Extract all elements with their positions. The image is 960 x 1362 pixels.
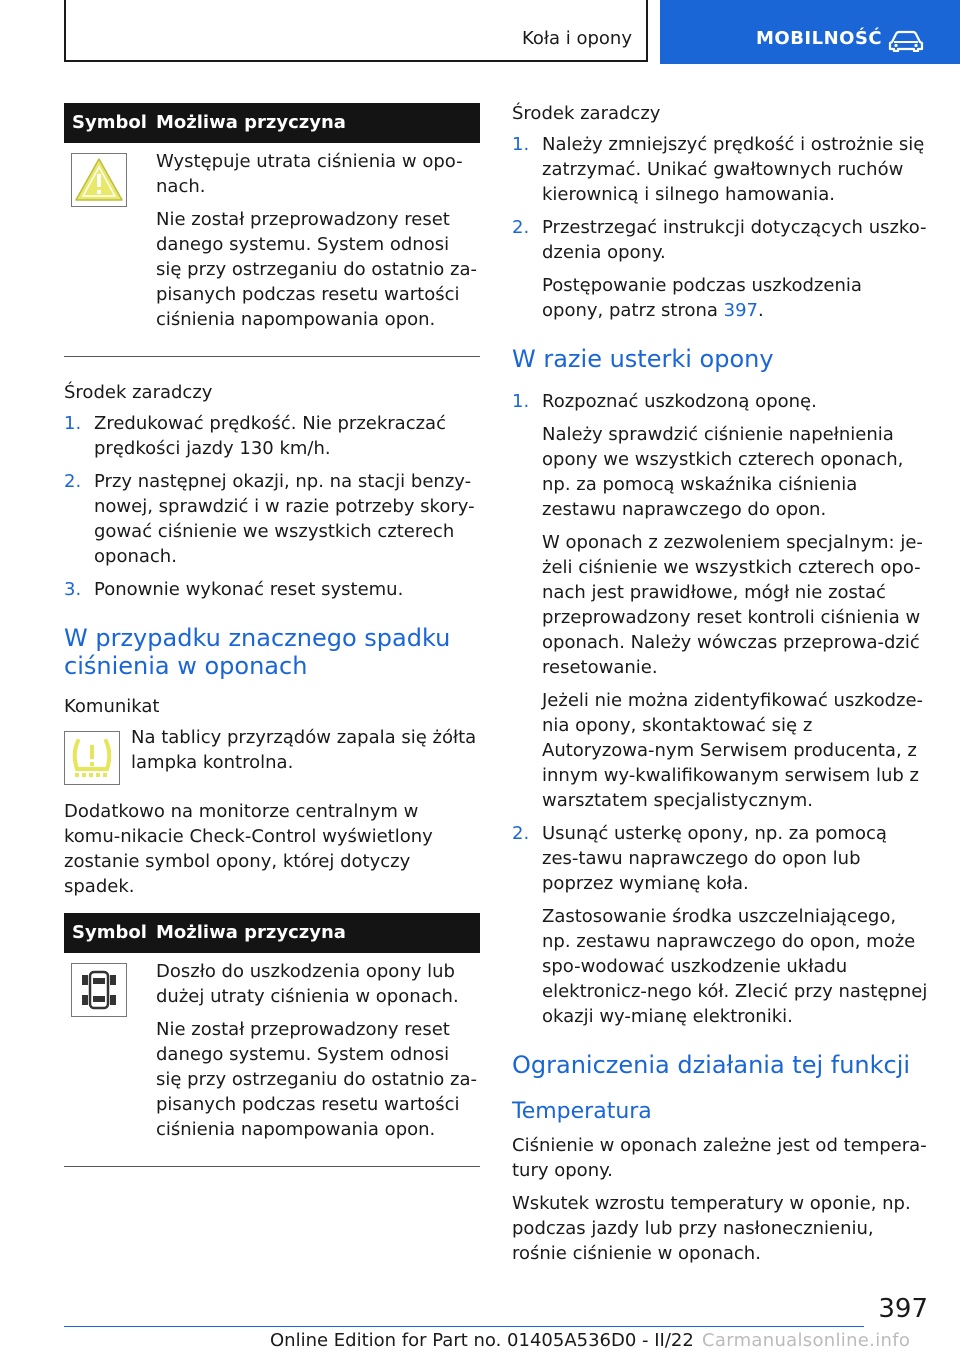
message-label: Komunikat [64, 696, 160, 717]
cause-text: Nie został przeprowadzony reset danego systemu. System odnosi się przy ostrzeganiu do ostatnio za-pisanych podczas resetu wartości ciśnienia napompowania opon. [156, 209, 478, 330]
step-detail: W oponach z zezwoleniem specjalnym: je-żeli ciśnienie we wszystkich czterech opo-nach jest prawidłowe, mógł nie zostać przeprowadzony reset kontroli ciśnienia w oponach. Należy wówczas przeprowa-dzić resetowanie. [542, 532, 923, 678]
remedy-label: Środek zaradczy [512, 103, 661, 124]
list-item: 1. Rozpoznać uszkodzoną oponę. Należy sprawdzić ciśnienie napełnienia opony we wszystkich czterech oponach, np. za pomocą wskaźnika ciśnienia zestawu naprawczego do opon. W oponach z zezwoleniem specjalnym: je-żeli ciśnienie we wszystkich czterech opo-nach jest prawidłowe, mógł nie zostać przeprowadzony reset kontroli ciśnienia w oponach. Należy wówczas przeprowa-dzić resetowanie. Jeżeli nie można zidentyfikować uszkodze-nia opony, skontaktować się z Autoryzowa-nym Serwisem producenta, z innym wy-kwalifikowanym serwisem lub z warsztatem specjalistycznym. [512, 389, 928, 813]
section-heading: W razie usterki opony [512, 345, 774, 373]
table-row [64, 953, 480, 1167]
header-section-title: Koła i opony [521, 28, 632, 49]
body-paragraph: Wskutek wzrostu temperatury w oponie, np. podczas jazdy lub przy nasłonecznieniu, rośnie ciśnienie w oponach. [512, 1193, 911, 1264]
list-item: 2. Usunąć usterkę opony, np. za pomocą zes-tawu naprawczego do opon lub poprzez wymianę koła. Zastosowanie środka uszczelniającego, np. zestawu naprawczego do opon, może spo-wodować uszkodzenie układu elektronicz-nego kół. Zlecić przy następnej okazji wy-mianę elektroniki. [512, 823, 928, 1027]
header-section-box [64, 0, 648, 62]
col-symbol-header: Symbol [72, 922, 147, 943]
warning-triangle-icon [71, 153, 127, 207]
right-column [512, 103, 928, 1274]
cause-text: Doszło do uszkodzenia opony lub dużej utraty ciśnienia w oponach. [156, 961, 459, 1007]
col-symbol-header: Symbol [72, 112, 147, 133]
list-item: 3. Ponownie wykonać reset systemu. [64, 579, 404, 600]
list-item: 2. Przy następnej okazji, np. na stacji benzy-nowej, sprawdzić i w razie potrzeby skory-gować ciśnienie we wszystkich czterech oponach. [64, 471, 475, 567]
fault-steps [512, 389, 928, 1029]
col-cause-header: Możliwa przyczyna [156, 112, 346, 133]
body-paragraph: Ciśnienie w oponach zależne jest od tempera-tury opony. [512, 1135, 927, 1181]
message-text: Na tablicy przyrządów zapala się żółta lampka kontrolna. [131, 727, 477, 773]
header-chapter-tab [660, 0, 960, 64]
footer-watermark: Carmanualsonline.info [702, 1330, 911, 1351]
cause-text: Występuje utrata ciśnienia w opo-nach. [156, 151, 463, 197]
left-column [64, 103, 480, 1167]
table-header [64, 103, 480, 143]
tire-pressure-warning-icon [64, 731, 120, 785]
section-heading: Ograniczenia działania tej funkcji [512, 1051, 911, 1079]
symbol-table-2 [64, 913, 480, 1167]
table-header [64, 913, 480, 953]
table-row [64, 143, 480, 357]
page-link[interactable]: 397 [723, 300, 759, 321]
remedy-steps [512, 132, 928, 323]
cross-reference: Postępowanie podczas uszkodzenia opony, patrz strona 397. [542, 275, 862, 321]
col-cause-header: Możliwa przyczyna [156, 922, 346, 943]
step-detail: Należy sprawdzić ciśnienie napełnienia opony we wszystkich czterech oponach, np. za pomocą wskaźnika ciśnienia zestawu naprawczego do opon. [542, 424, 904, 520]
header-chapter-title: MOBILNOŚĆ [756, 28, 883, 49]
symbol-table-1 [64, 103, 480, 357]
message-row [64, 725, 480, 785]
car-tire-damage-icon [71, 963, 127, 1017]
subsection-heading: Temperatura [512, 1099, 652, 1124]
step-detail: Jeżeli nie można zidentyfikować uszkodze-nia opony, skontaktować się z Autoryzowa-nym Serwisem producenta, z innym wy-kwalifikowanym serwisem lub z warsztatem specjalistycznym. [542, 690, 924, 811]
remedy-label: Środek zaradczy [64, 382, 213, 403]
remedy-steps [64, 411, 480, 602]
step-detail: Zastosowanie środka uszczelniającego, np. zestawu naprawczego do opon, może spo-wodować uszkodzenie układu elektronicz-nego kół. Zlecić przy następnej okazji wy-mianę elektroniki. [542, 906, 928, 1027]
section-heading: W przypadku znacznego spadku ciśnienia w oponach [64, 624, 451, 680]
list-item: 1. Należy zmniejszyć prędkość i ostrożnie się zatrzymać. Unikać gwałtownych ruchów kierownicą i silnego hamowania. [512, 134, 925, 205]
footer-divider [64, 1326, 864, 1327]
page-number: 397 [878, 1294, 928, 1324]
list-item: 1. Zredukować prędkość. Nie przekraczać prędkości jazdy 130 km/h. [64, 413, 446, 459]
list-item: 2. Przestrzegać instrukcji dotyczących uszko-dzenia opony. Postępowanie podczas uszkodzenia opony, patrz strona 397. [512, 217, 927, 321]
body-paragraph: Dodatkowo na monitorze centralnym w komu-nikacie Check-Control wyświetlony zostanie symbol opony, której dotyczy spadek. [64, 801, 433, 897]
footer-edition: Online Edition for Part no. 01405A536D0 - II/22 [270, 1330, 694, 1351]
car-icon [888, 30, 924, 52]
cause-text: Nie został przeprowadzony reset danego systemu. System odnosi się przy ostrzeganiu do ostatnio za-pisanych podczas resetu wartości ciśnienia napompowania opon. [156, 1019, 478, 1140]
